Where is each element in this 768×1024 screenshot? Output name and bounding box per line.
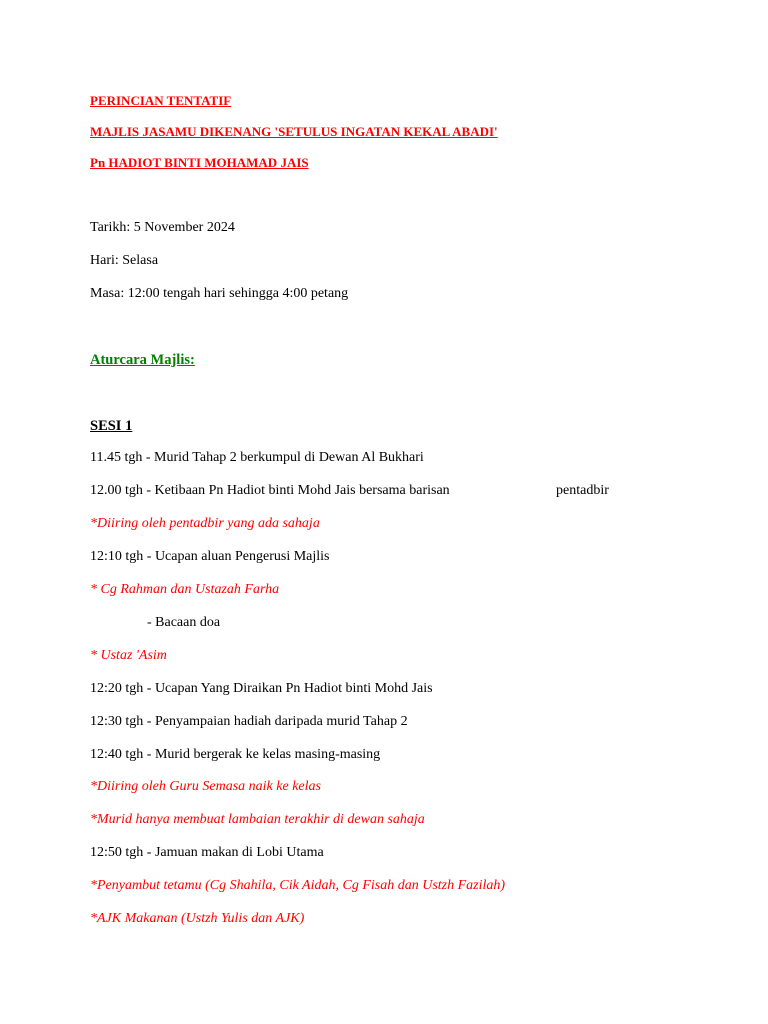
program-note: *Diiring oleh Guru Semasa naik ke kelas [90,779,321,794]
program-note: * Ustaz 'Asim [90,648,167,663]
date-line: Tarikh: 5 November 2024 [90,220,235,235]
program-note: *Diiring oleh pentadbir yang ada sahaja [90,516,320,531]
program-note: * Cg Rahman dan Ustazah Farha [90,582,280,597]
title-line-1: PERINCIAN TENTATIF [90,93,232,108]
program-item: 12:10 tgh - Ucapan aluan Pengerusi Majlis [90,549,330,564]
program-note: *Murid hanya membuat lambaian terakhir di dewan sahaja [90,812,425,827]
program-item: 12:40 tgh - Murid bergerak ke kelas masing-masing [90,747,381,762]
title-line-3: Pn HADIOT BINTI MOHAMAD JAIS [90,155,309,170]
program-item: 12:20 tgh - Ucapan Yang Diraikan Pn Hadiot binti Mohd Jais [90,681,433,696]
program-item: 11.45 tgh - Murid Tahap 2 berkumpul di Dewan Al Bukhari [90,450,424,465]
program-item: 12.00 tgh - Ketibaan Pn Hadiot binti Mohd Jais bersama barisan [90,483,450,498]
day-line: Hari: Selasa [90,253,159,268]
session-heading: SESI 1 [90,418,133,434]
program-item: 12:50 tgh - Jamuan makan di Lobi Utama [90,845,324,860]
program-note: *Penyambut tetamu (Cg Shahila, Cik Aidah, Cg Fisah dan Ustzh Fazilah) [90,878,506,893]
program-note: *AJK Makanan (Ustzh Yulis dan AJK) [90,911,305,926]
title-line-2: MAJLIS JASAMU DIKENANG 'SETULUS INGATAN KEKAL ABADI' [90,124,498,139]
program-item-continuation: pentadbir [556,483,609,498]
time-line: Masa: 12:00 tengah hari sehingga 4:00 petang [90,286,349,301]
aturcara-heading: Aturcara Majlis: [90,352,195,368]
program-item: - Bacaan doa [147,615,221,630]
program-item: 12:30 tgh - Penyampaian hadiah daripada murid Tahap 2 [90,714,408,729]
